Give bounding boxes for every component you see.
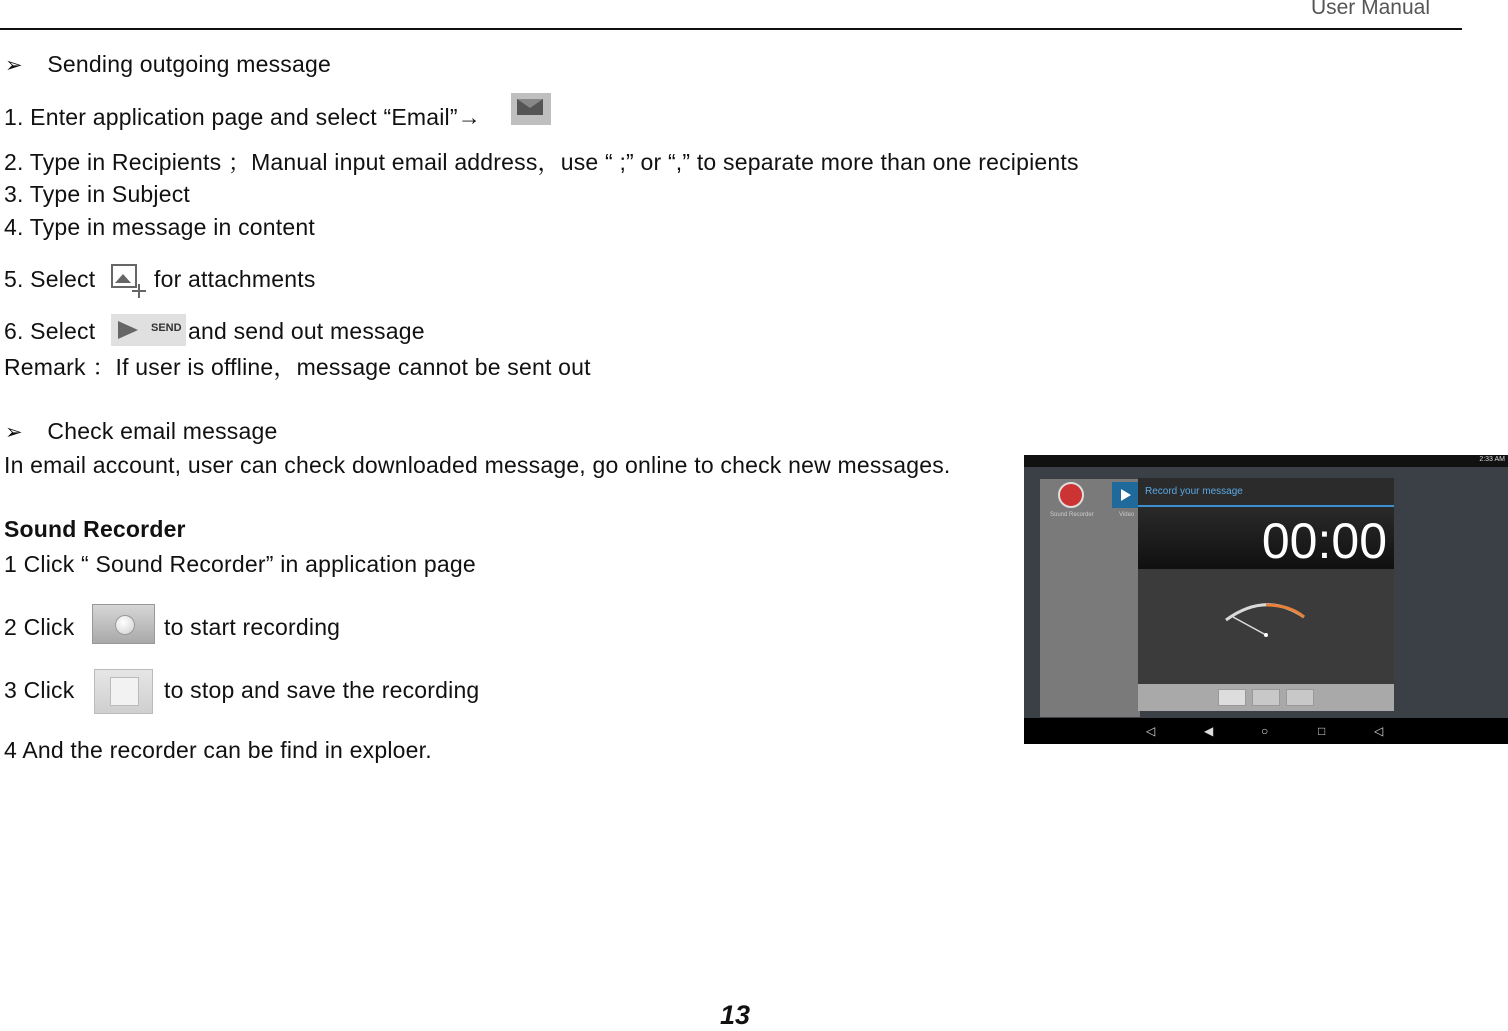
email-heading: [5, 51, 331, 79]
page-number: 13: [719, 1000, 751, 1030]
home-icon[interactable]: ○: [1261, 724, 1269, 738]
recorder-step-3-pre: 3 Click: [4, 677, 75, 703]
bullet-arrow-icon: ➢: [5, 54, 23, 77]
recorder-step-2-pre: 2 Click: [4, 614, 75, 640]
dialog-controls: [1138, 684, 1394, 711]
header-divider: [0, 28, 1462, 30]
check-heading: [5, 418, 277, 446]
bullet-arrow-icon: ➢: [5, 421, 23, 444]
volume-down-icon[interactable]: ◁: [1146, 724, 1156, 738]
record-button[interactable]: [1218, 689, 1246, 706]
email-step-6-post: and send out message: [188, 318, 425, 344]
recorder-screenshot: [1024, 455, 1508, 744]
stop-button-icon: [94, 669, 153, 714]
email-step-6-pre: 6. Select: [4, 318, 96, 344]
header-title: User Manual: [1310, 0, 1430, 19]
level-meter-gauge-icon: [1138, 569, 1394, 684]
attach-image-icon: [111, 264, 151, 298]
app-label-video: Video: [1119, 512, 1135, 518]
play-button[interactable]: [1252, 689, 1280, 706]
email-remark: Remark ：If user is offline，message cannot be sent out: [4, 354, 591, 380]
send-icon: [111, 314, 186, 346]
recorder-step-1: 1 Click “ Sound Recorder” in application page: [4, 551, 476, 577]
back-icon[interactable]: ◀: [1204, 724, 1214, 738]
recorder-step-4: 4 And the recorder can be find in exploer.: [4, 737, 432, 763]
recents-icon[interactable]: □: [1318, 724, 1326, 738]
email-step-4: 4. Type in message in content: [4, 214, 315, 240]
send-label: SEND: [151, 322, 182, 334]
email-step-1: 1. Enter application page and select “Email”→: [4, 104, 481, 130]
email-step-3: 3. Type in Subject: [4, 181, 191, 207]
timer-readout: 00:00: [1261, 513, 1387, 569]
recorder-step-2-post: to start recording: [164, 614, 341, 640]
email-icon: [511, 93, 551, 125]
record-dialog: [1138, 478, 1394, 711]
stop-button[interactable]: [1286, 689, 1314, 706]
status-bar: [1024, 455, 1508, 467]
email-step-5-post: for attachments: [154, 266, 316, 292]
record-button-icon: [92, 604, 155, 644]
app-label-sound-recorder: Sound Recorder: [1050, 512, 1094, 518]
check-heading-text: Check email message: [47, 418, 278, 444]
volume-up-icon[interactable]: ◁: [1374, 724, 1384, 738]
recorder-step-3-post: to stop and save the recording: [164, 677, 480, 703]
recorder-heading: Sound Recorder: [4, 516, 186, 542]
navigation-bar: [1024, 718, 1508, 744]
email-heading-text: Sending outgoing message: [47, 51, 331, 77]
email-step-2: 2. Type in Recipients ；Manual input email address，use “ ;” or “,” to separate more than one recipients: [4, 149, 1079, 175]
check-body: In email account, user can check downloaded message, go online to check new messages.: [4, 452, 951, 478]
dialog-title: Record your message: [1145, 486, 1243, 497]
microphone-icon: [1058, 482, 1084, 508]
email-step-5-pre: 5. Select: [4, 266, 96, 292]
level-meter: [1138, 569, 1394, 684]
status-time: 2:33 AM: [1479, 456, 1505, 463]
video-icon: [1112, 482, 1138, 508]
